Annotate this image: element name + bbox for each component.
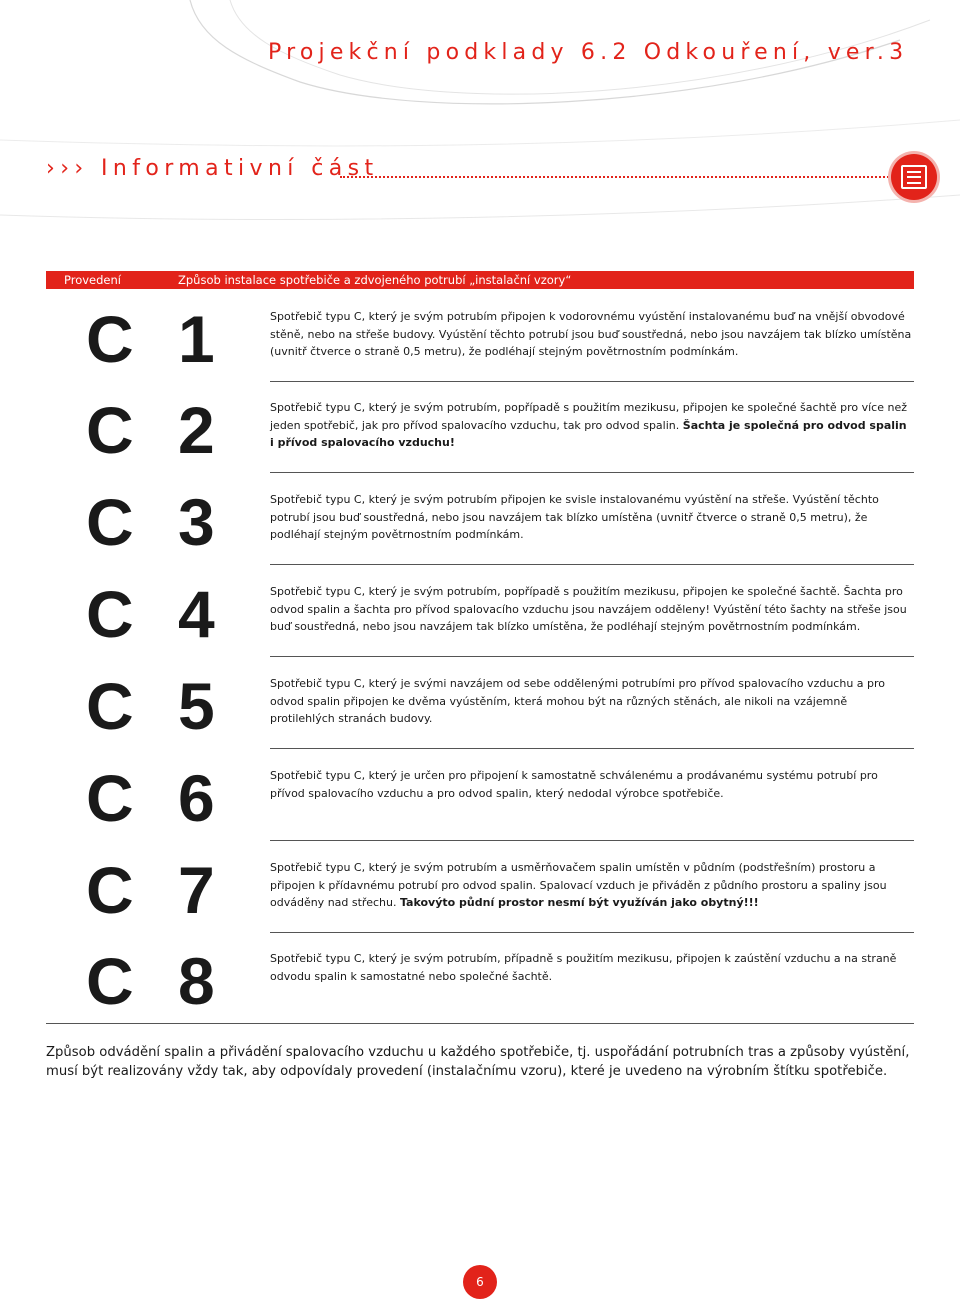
description-text: Spotřebič typu C, který je určen pro připojení k samostatně schválenému a prodávanému systému potrubí pro přívod spalovacího vzduchu a pro odvod spalin, který nedodal výrobce spotřebiče. (270, 769, 878, 800)
description-text: Spotřebič typu C, který je svým potrubím připojen k vodorovnému vyústění instalovanému buď na vnější obvodové stěně, nebo na střeše budovy. Vyústění těchto potrubí jsou buď soustředná, nebo jsou navzájem tak blízko umístěna (uvnitř čtverce o straně 0,5 metru), že podléhají stejným povětrnostním podmínkám. (270, 310, 912, 358)
description-text: Spotřebič typu C, který je svým potrubím, popřípadě s použitím mezikusu, připojen ke společné šachtě. Šachta pro odvod spalin a šachta pro přívod spalovacího vzduchu jsou navzájem odděleny! Vyústění této šachty na střeše jsou buď soustředná, nebo jsou navzájem tak blízko umístěna, že podléhají stejným povětrnostním podmínkám. (270, 585, 907, 633)
type-description (270, 308, 914, 361)
type-number: 7 (178, 853, 215, 927)
description-text: Spotřebič typu C, který je svým potrubím připojen ke svisle instalovanému vyústění na střeše. Vyústění těchto potrubí jsou buď soustředná, nebo jsou navzájem tak blízko umístěna (uvnitř čtverce o straně 0,5 metru), že podléhají stejným povětrnostním podmínkám. (270, 493, 879, 541)
type-description (270, 950, 914, 985)
table-row (46, 932, 914, 1024)
type-letter: C (86, 393, 134, 467)
type-number: 6 (178, 761, 215, 835)
table-row (46, 473, 914, 565)
menu-button[interactable] (891, 154, 937, 200)
header-provedeni: Provedení (64, 273, 121, 287)
type-description (270, 491, 914, 544)
footer-note: Způsob odvádění spalin a přivádění spalovacího vzduchu u každého spotřebiče, tj. uspořádání potrubních tras a způsoby vyústění, musí být realizovány vždy tak, aby odpovídaly provedení (instalačnímu vzoru), které je uvedeno na výrobním štítku spotřebiče. (46, 1045, 910, 1079)
decorative-curves (0, 0, 960, 230)
table-row (46, 657, 914, 749)
type-description (270, 399, 914, 452)
divider (46, 1023, 914, 1024)
table-row (46, 381, 914, 473)
type-number: 5 (178, 669, 215, 743)
table-row (46, 290, 914, 382)
type-number: 2 (178, 393, 215, 467)
type-letter: C (86, 577, 134, 651)
type-number: 3 (178, 485, 215, 559)
description-text: Spotřebič typu C, který je svým potrubím, popřípadě s použitím mezikusu, připojen ke společné šachtě pro více než jeden spotřebič, jak pro přívod spalovacího vzduchu, tak pro odvod spalin. (270, 401, 908, 432)
type-description (270, 767, 914, 802)
type-letter: C (86, 761, 134, 835)
type-number: 4 (178, 577, 215, 651)
type-letter: C (86, 485, 134, 559)
table-row (46, 841, 914, 933)
description-text: Spotřebič typu C, který je svým potrubím a usměrňovačem spalin umístěn v půdním (podstřešním) prostoru a připojen k přídavnému potrubí pro odvod spalin. Spalovací vzduch je přiváděn z půdního prostoru a spaliny jsou odváděny nad střechu. (270, 861, 887, 909)
description-text: Spotřebič typu C, který je svými navzájem od sebe oddělenými potrubími pro přívod spalovacího vzduchu a pro odvod spalin připojen ke dvěma vyústěním, která mohou být na různých stěnách, ale nikoli na vzájemně protilehlých stranách budovy. (270, 677, 886, 725)
type-letter: C (86, 669, 134, 743)
page-number: 6 (463, 1265, 497, 1299)
description-emphasis: Šachta je společná pro odvod spalin i přívod spalovacího vzduchu! (270, 418, 907, 449)
type-description (270, 675, 914, 728)
header-zpusob-instalace: Způsob instalace spotřebiče a zdvojeného potrubí „instalační vzory“ (178, 273, 572, 287)
description-text: Spotřebič typu C, který je svým potrubím, případně s použitím mezikusu, připojen k zaústění vzduchu a na straně odvodu spalin k samostatné nebo společné šachtě. (270, 952, 897, 983)
type-description (270, 859, 914, 912)
type-number: 8 (178, 944, 215, 1018)
type-letter: C (86, 853, 134, 927)
table-header (46, 271, 914, 289)
type-letter: C (86, 302, 134, 376)
dotted-divider (340, 176, 892, 178)
type-letter: C (86, 944, 134, 1018)
page-title: Projekční podklady 6.2 Odkouření, ver.3 (268, 40, 909, 65)
table-row (46, 565, 914, 657)
document-list-icon (901, 165, 927, 189)
description-emphasis: Takovýto půdní prostor nesmí být využíván jako obytný!!! (399, 896, 759, 909)
table-row (46, 749, 914, 841)
type-number: 1 (178, 302, 215, 376)
section-title: ››› Informativní část (46, 156, 379, 181)
type-description (270, 583, 914, 636)
